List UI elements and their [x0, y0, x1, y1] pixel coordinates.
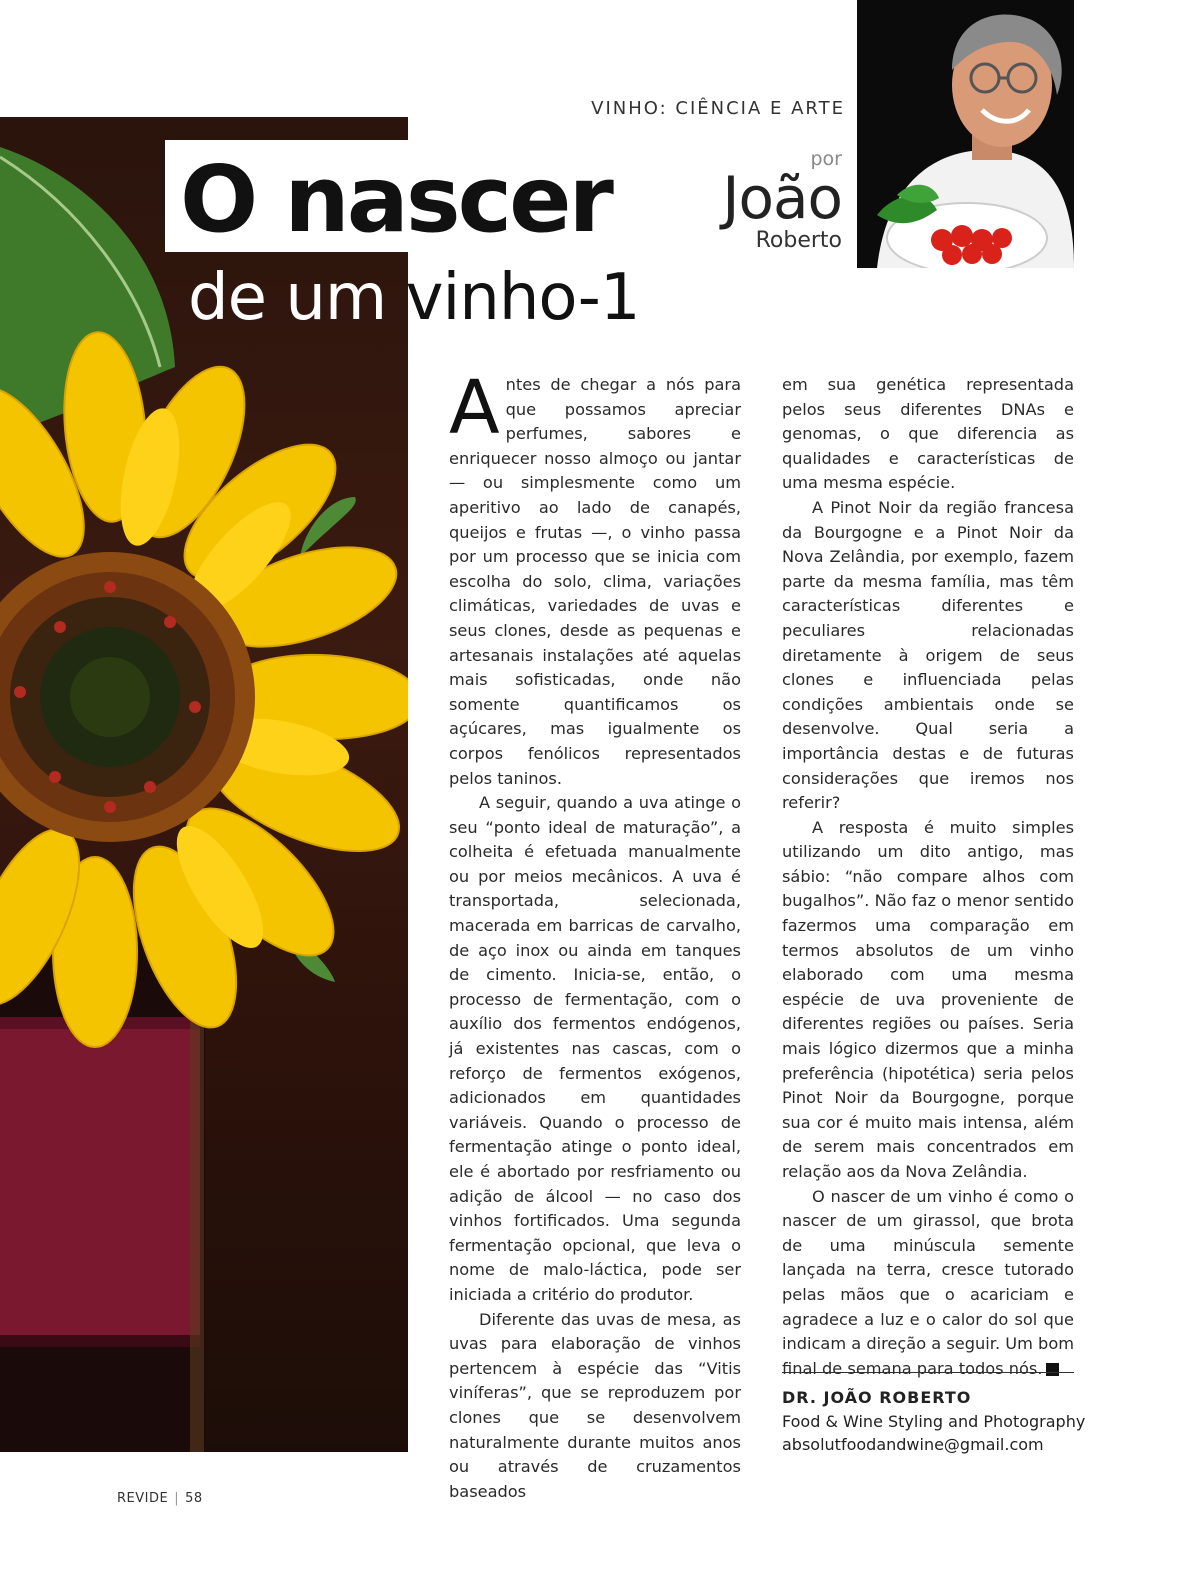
drop-cap: A: [449, 365, 500, 451]
paragraph-text: O nascer de um vinho é como o nascer de um girassol, que brota de uma minúscula semente lançada na terra, cresce tutorado pelas mãos que o acariciam e agradece a luz e o calor do sol que indicam a direção a seguir. Um bom final de semana para todos nós.: [782, 1186, 1074, 1378]
paragraph: A resposta é muito simples utilizando um dito antigo, mas sábio: “não compare alhos com bugalhos”. Não faz o menor sentido fazermos uma comparação em termos absolutos de um vinho elaborado com uma mesma espécie de uva proveniente de diferentes regiões ou países. Seria mais lógico dizermos que a minha preferência (hipotética) seria pelos Pinot Noir da Bourgogne, porque sua cor é muito mais intensa, além de serem mais concentrados em relação aos da Nova Zelândia.: [782, 817, 1074, 1181]
signature-divider: [782, 1372, 1074, 1373]
publication-name: REVIDE: [117, 1491, 169, 1506]
author-last-name: Roberto: [755, 228, 842, 253]
signature-role: Food & Wine Styling and Photography: [782, 1412, 1086, 1431]
author-first-name: João: [722, 164, 842, 232]
signature-name: DR. JOÃO ROBERTO: [782, 1388, 972, 1407]
paragraph: A seguir, quando a uva atinge o seu “ponto ideal de maturação”, a colheita é efetuada manualmente ou por meios mecânicos. A uva é transportada, selecionada, macerada em barricas de carvalho, de aço inox ou ainda em tanques de cimento. Inicia-se, então, o processo de fermentação, com o auxílio dos fermentos endógenos, já existentes nas cascas, com o reforço de fermentos exógenos, adicionados em quantidades variáveis. Quando o processo de fermentação atinge o ponto ideal, ele é abortado por resfriamento ou adição de álcool — no caso dos vinhos fortificados. Uma segunda fermentação opcional, que leva o nome de malo-láctica, pode ser iniciada a critério do produtor.: [449, 793, 741, 1304]
subtitle-part-on-photo: de um: [188, 261, 387, 335]
article-column-1: [449, 365, 741, 1504]
article-column-2: [782, 373, 1082, 1381]
footer-separator: |: [174, 1491, 180, 1506]
page-number: 58: [185, 1491, 203, 1506]
paragraph: A Pinot Noir da região francesa da Bourgogne e a Pinot Noir da Nova Zelândia, por exemplo, fazem parte da mesma família, mas têm características diferentes e peculiares relacionadas diretamente à origem de seus clones e influenciada pelas condições ambientais onde se desenvolve. Qual seria a importância destas e de futuras considerações que iremos nos referir?: [782, 497, 1074, 813]
end-mark-icon: r: [1046, 1363, 1059, 1376]
section-label: VINHO: CIÊNCIA E ARTE: [591, 98, 845, 119]
byline-prefix: por: [810, 148, 842, 170]
paragraph: em sua genética representada pelos seus diferentes DNAs e genomas, o que diferencia as qualidades e características de uma mesma espécie.: [782, 375, 1074, 493]
paragraph: [449, 365, 741, 791]
subtitle-part-on-white: vinho-1: [386, 261, 640, 335]
paragraph-text: ntes de chegar a nós para que possamos apreciar perfumes, sabores e enriquecer nosso almoço ou jantar — ou simplesmente como um aperitivo ao lado de canapés, queijos e frutas —, o vinho passa por um processo que se inicia com escolha do solo, clima, variações climáticas, variedades de uvas e seus clones, desde as pequenas e artesanais instalações até aquelas mais sofisticadas, onde não somente quantificamos os açúcares, mas igualmente os corpos fenólicos representados pelos taninos.: [449, 375, 741, 788]
author-portrait: [857, 0, 1074, 268]
signature-email[interactable]: absolutfoodandwine@gmail.com: [782, 1435, 1044, 1454]
article-title: O nascer: [180, 146, 611, 253]
article-subtitle: [188, 258, 708, 338]
paragraph: [782, 1185, 1082, 1382]
paragraph: Diferente das uvas de mesa, as uvas para elaboração de vinhos pertencem à espécie das “Vitis viníferas”, que se reproduzem por clones que se desenvolvem naturalmente durante muitos anos ou através de cruzamentos baseados: [449, 1309, 741, 1501]
page-footer: [117, 1491, 317, 1506]
